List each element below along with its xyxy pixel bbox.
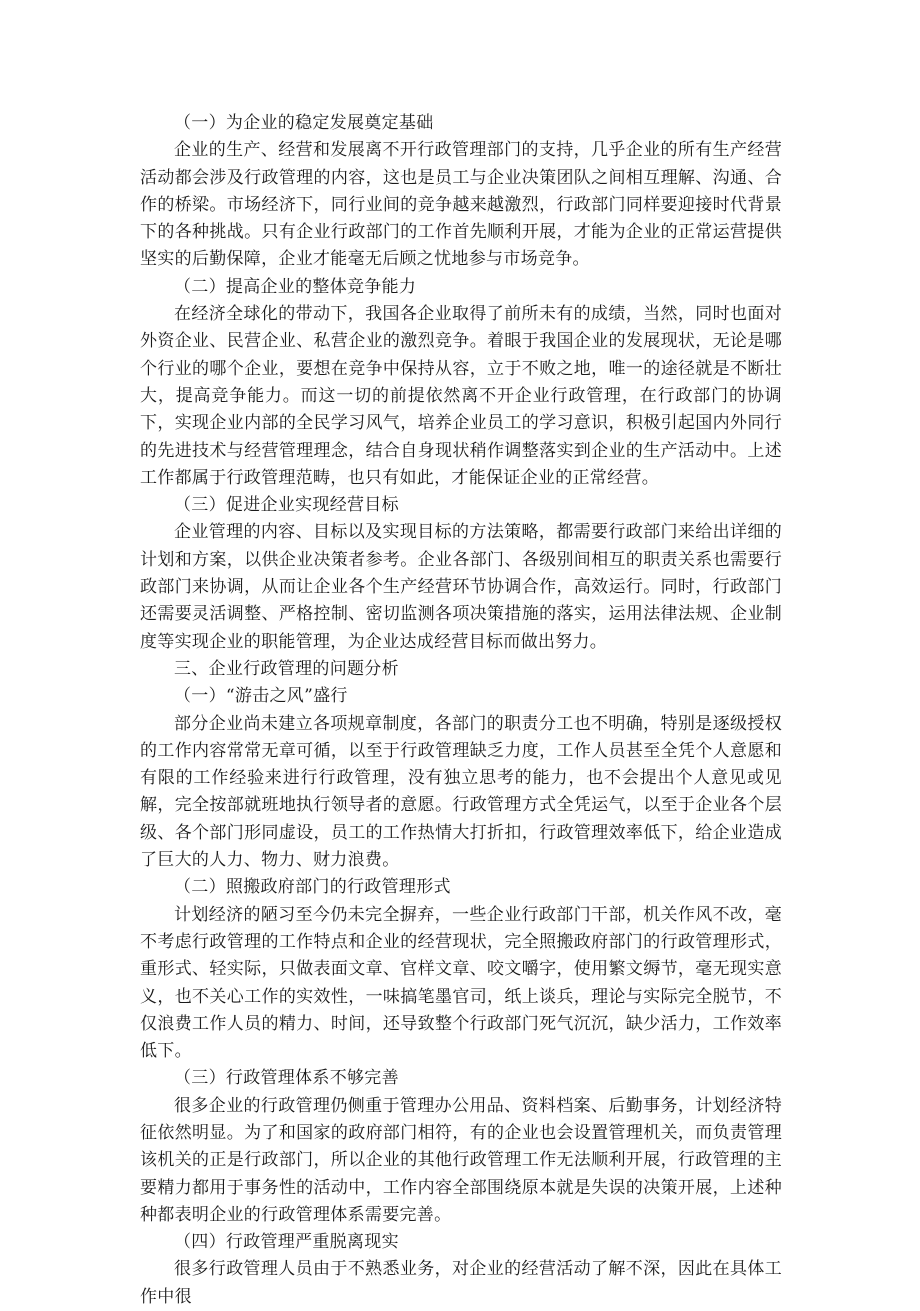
section-heading-1-3: （三）促进企业实现经营目标 bbox=[174, 495, 399, 516]
section-heading-1-1: （一）为企业的稳定发展奠定基础 bbox=[174, 113, 434, 133]
paragraph-1-3: 企业管理的内容、目标以及实现目标的方法策略，都需要行政部门来给出详细的计划和方案，以供企业决策者参考。企业各部门、各级别间相互的职责关系也需要行政部门来协调，从而让企业各个生产经营环节协调合作，高效运行。同时，行政部门还需要灵活调整、严格控制、密切监测各项决策措施的落实，运用法律法规、企业制度等实现企业的职能管理，为企业达成经营目标而做出努力。 bbox=[140, 522, 782, 652]
section-heading-3-1: （一）“游击之风”盛行 bbox=[174, 686, 348, 707]
paragraph-3-4: 很多行政管理人员由于不熟悉业务，对企业的经营活动了解不深，因此在具体工作中很 bbox=[140, 1259, 782, 1307]
paragraph-1-1: 企业的生产、经营和发展离不开行政管理部门的支持，几乎企业的所有生产经营活动都会涉及行政管理的内容，这也是员工与企业决策团队之间相互理解、沟通、合作的桥梁。市场经济下，同行业间的竞争越来越激烈，行政部门同样要迎接时代背景下的各种挑战。只有企业行政部门的工作首先顺利开展，才能为企业的正常运营提供坚实的后勤保障，企业才能毫无后顾之忧地参与市场竞争。 bbox=[140, 140, 782, 270]
paragraph-3-3: 很多企业的行政管理仍侧重于管理办公用品、资料档案、后勤事务，计划经济特征依然明显。为了和国家的政府部门相符，有的企业也会设置管理机关，而负责管理该机关的正是行政部门，所以企业的其他行政管理工作无法顺利开展，行政管理的主要精力都用于事务性的活动中，工作内容全部围绕原本就是失误的决策开展，上述种种都表明企业的行政管理体系需要完善。 bbox=[140, 1095, 782, 1225]
section-heading-3-2: （二）照搬政府部门的行政管理形式 bbox=[174, 877, 451, 898]
section-heading-3-3: （三）行政管理体系不够完善 bbox=[174, 1068, 399, 1089]
paragraph-3-1: 部分企业尚未建立各项规章制度，各部门的职责分工也不明确，特别是逐级授权的工作内容常常无章可循，以至于行政管理缺乏力度，工作人员甚至全凭个人意愿和有限的工作经验来进行行政管理，没有独立思考的能力，也不会提出个人意见或见解，完全按部就班地执行领导者的意愿。行政管理方式全凭运气，以至于企业各个层级、各个部门形同虚设，员工的工作热情大打折扣，行政管理效率低下，给企业造成了巨大的人力、物力、财力浪费。 bbox=[140, 713, 782, 871]
section-heading-1-2: （二）提高企业的整体竞争能力 bbox=[174, 276, 417, 297]
paragraph-1-2: 在经济全球化的带动下，我国各企业取得了前所未有的成绩，当然，同时也面对外资企业、民营企业、私营企业的激烈竞争。着眼于我国企业的发展现状，无论是哪个行业的哪个企业，要想在竞争中保持从容，立于不败之地，唯一的途径就是不断壮大，提高竞争能力。而这一切的前提依然离不开企业行政管理，在行政部门的协调下，实现企业内部的全民学习风气，培养企业员工的学习意识，积极引起国内外同行的先进技术与经营管理理念，结合自身现状稍作调整落实到企业的生产活动中。上述工作都属于行政管理范畴，也只有如此，才能保证企业的正常经营。 bbox=[140, 304, 782, 488]
section-heading-3-4: （四）行政管理严重脱离现实 bbox=[174, 1232, 399, 1253]
chapter-heading-3: 三、企业行政管理的问题分析 bbox=[174, 658, 399, 679]
paragraph-3-2: 计划经济的陋习至今仍未完全摒弃，一些企业行政部门干部，机关作风不改，毫不考虑行政管理的工作特点和企业的经营现状，完全照搬政府部门的行政管理形式，重形式、轻实际，只做表面文章、官样文章、咬文嚼字，使用繁文缛节，毫无现实意义，也不关心工作的实效性，一味搞笔墨官司，纸上谈兵，理论与实际完全脱节，不仅浪费工作人员的精力、时间，还导致整个行政部门死气沉沉，缺少活力，工作效率低下。 bbox=[140, 904, 782, 1062]
document-page bbox=[140, 110, 782, 1311]
